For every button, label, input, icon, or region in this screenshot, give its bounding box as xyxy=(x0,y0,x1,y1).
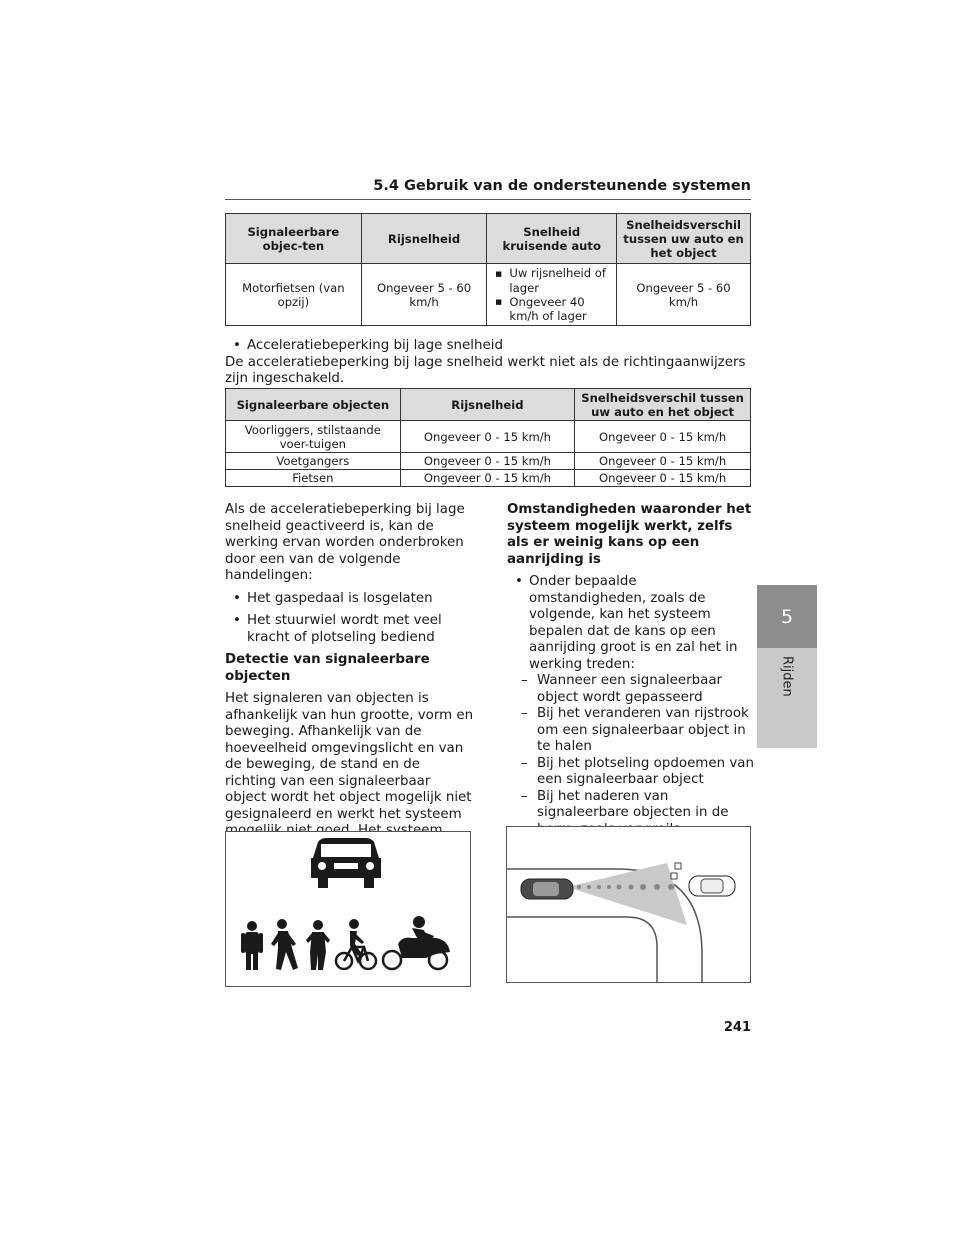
table-header: Snelheid kruisende auto xyxy=(487,214,617,264)
accel-note: De acceleratiebeperking bij lage snelheid werkt niet als de richtingaanwijzers zijn ingeschakeld. xyxy=(225,354,746,386)
table-cell: Ongeveer 0 - 15 km/h xyxy=(575,421,751,453)
table-row xyxy=(226,470,751,487)
table-cell: Ongeveer 0 - 15 km/h xyxy=(400,453,575,470)
table-header: Snelheidsverschil tussen uw auto en het object xyxy=(617,214,751,264)
table-low-speed-objects xyxy=(225,388,751,487)
list-item: ■ Uw rijsnelheid of lager xyxy=(493,266,613,295)
section-heading: Detectie van signaleerbare objecten xyxy=(225,652,430,684)
dash-item: – Bij het naderen van signaleerbare objecten in de xyxy=(507,789,755,855)
table-cell xyxy=(487,264,617,326)
list-item: ■ Ongeveer 40 km/h of lager xyxy=(493,295,613,324)
chapter-tab[interactable]: 5 xyxy=(757,585,817,648)
dash-item: – Bij het plotseling opdoemen van een signaleerbaar object xyxy=(507,756,755,789)
table-cell: Ongeveer 0 - 15 km/h xyxy=(400,470,575,487)
page-number: 241 xyxy=(723,1020,751,1035)
table-cell: Ongeveer 5 - 60 km/h xyxy=(361,264,487,326)
chapter-label: Rijden xyxy=(779,656,795,697)
list-item: • Het gaspedaal is losgelaten xyxy=(231,591,475,608)
intro-paragraph: Als de acceleratiebeperking bij lage snelheid geactiveerd is, kan de werking ervan worden onderbroken door een van de volgende handelingen: xyxy=(225,502,465,583)
curve-scenario-icon xyxy=(507,827,750,982)
table-cell: Fietsen xyxy=(226,470,401,487)
table-header: Rijsnelheid xyxy=(361,214,487,264)
accel-bullet: • Acceleratiebeperking bij lage snelheid xyxy=(231,338,751,355)
table-motorcycle-detection xyxy=(225,213,751,326)
table-cell: Ongeveer 0 - 15 km/h xyxy=(575,470,751,487)
section-heading: Omstandigheden waaronder het systeem mogelijk werkt, zelfs als er weinig kans op een aanrijding is xyxy=(507,502,752,567)
table-cell: Ongeveer 5 - 60 km/h xyxy=(617,264,751,326)
table-header: Rijsnelheid xyxy=(400,389,575,421)
table-cell: Voetgangers xyxy=(226,453,401,470)
table-row xyxy=(226,421,751,453)
table-cell: Voorliggers, stilstaande voer-tuigen xyxy=(226,421,401,453)
section-header: 5.4 Gebruik van de ondersteunende systemen xyxy=(225,178,751,200)
table-cell: Ongeveer 0 - 15 km/h xyxy=(400,421,575,453)
list-item: • Het stuurwiel wordt met veel kracht of plotseling bediend xyxy=(231,613,475,646)
list-item: • Onder bepaalde omstandigheden, zoals de volgende, kan het systeem bepalen dat de kans op een aanrijding groot is en zal het in werking treden: xyxy=(513,574,755,673)
table-header: Signaleerbare objec-ten xyxy=(226,214,362,264)
dash-item: – Wanneer een signaleerbaar object wordt gepasseerd xyxy=(507,673,755,706)
dash-item: – Bij het veranderen van rijstrook om een signaleerbaar object in te halen xyxy=(507,706,755,756)
table-cell: Motorfietsen (van opzij) xyxy=(226,264,362,326)
table-header: Snelheidsverschil tussen uw auto en het object xyxy=(575,389,751,421)
body-paragraph: Het signaleren van objecten is afhankelijk van hun grootte, vorm en beweging. Afhankelijk van de hoeveelheid omgevingslicht en van de beweging, de stand en de richting van een signaleerbaar object wordt het object mogelijk niet gesignaleerd en werkt het systeem xyxy=(225,691,474,822)
table-row xyxy=(226,453,751,470)
figure-curve-scenario xyxy=(506,826,751,983)
figure-detectable-objects xyxy=(225,831,471,987)
detectable-objects-icon xyxy=(226,832,470,986)
chapter-label-tab xyxy=(757,648,817,748)
table-cell: Ongeveer 0 - 15 km/h xyxy=(575,453,751,470)
table-header: Signaleerbare objecten xyxy=(226,389,401,421)
left-column xyxy=(225,502,475,879)
